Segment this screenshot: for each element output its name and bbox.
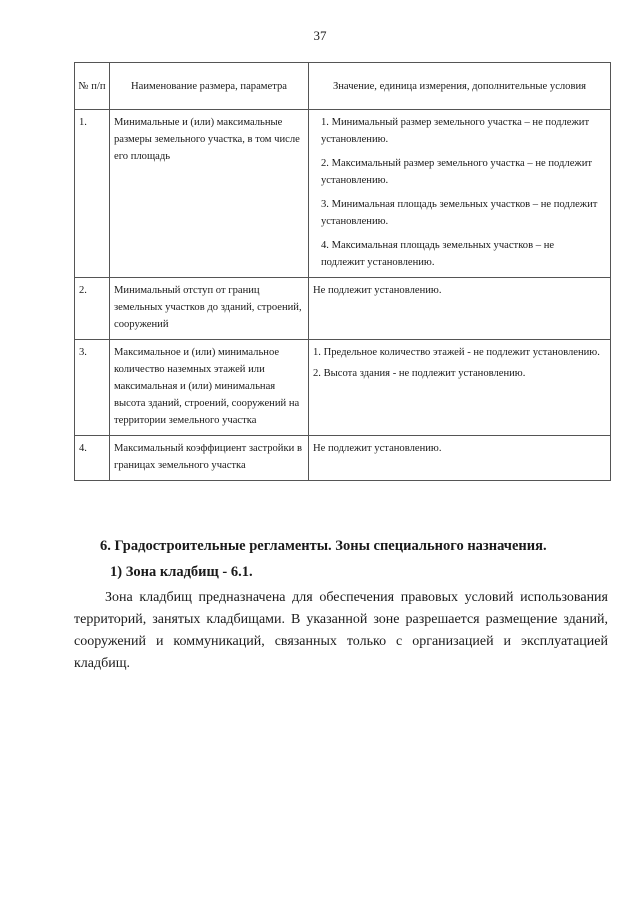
row-condition: 4. Максимальная площадь земельных участков – не подлежит установлению. — [321, 240, 555, 268]
header-name: Наименование размера, параметра — [110, 63, 309, 110]
row-condition: 1. Минимальный размер земельного участка – не подлежит установлению. — [321, 117, 590, 145]
row-name: Минимальные и (или) максимальные размеры земельного участка, в том числе его площадь — [110, 110, 309, 278]
row-condition: 1. Предельное количество этажей - не подлежит установлению. — [313, 347, 600, 358]
table-header-row — [75, 63, 611, 110]
row-condition: 2. Высота здания - не подлежит установлению. — [313, 368, 526, 379]
row-num: 2. — [75, 278, 110, 340]
header-num: № п/п — [75, 63, 110, 110]
row-num: 3. — [75, 340, 110, 436]
table-row — [75, 340, 611, 436]
row-condition: 3. Минимальная площадь земельных участков – не подлежит установлению. — [321, 199, 598, 227]
table-row — [75, 110, 611, 278]
row-condition: Не подлежит установлению. — [313, 443, 442, 454]
row-name: Максимальный коэффициент застройки в границах земельного участка — [110, 436, 309, 481]
row-value — [309, 278, 611, 340]
row-name: Минимальный отступ от границ земельных участков до зданий, строений, сооружений — [110, 278, 309, 340]
parameters-table — [74, 62, 611, 481]
row-num: 4. — [75, 436, 110, 481]
row-value — [309, 436, 611, 481]
section-heading: 6. Градостроительные регламенты. Зоны специального назначения. — [100, 538, 547, 554]
row-value — [309, 110, 611, 278]
section-paragraph: Зона кладбищ предназначена для обеспечения правовых условий использования территорий, занятых кладбищами. В указанной зоне разрешается размещение зданий, сооружений и коммуникаций, связанных только с организацией и эксплуатацией кладбищ. — [74, 590, 608, 671]
row-condition: Не подлежит установлению. — [313, 285, 442, 296]
header-value: Значение, единица измерения, дополнительные условия — [309, 63, 611, 110]
row-value — [309, 340, 611, 436]
table-row — [75, 436, 611, 481]
row-num: 1. — [75, 110, 110, 278]
section-subheading: 1) Зона кладбищ - 6.1. — [110, 564, 253, 580]
page-number: 37 — [313, 28, 327, 43]
row-condition: 2. Максимальный размер земельного участка – не подлежит установлению. — [321, 158, 593, 186]
table-row — [75, 278, 611, 340]
row-name: Максимальное и (или) минимальное количество наземных этажей или максимальная и (или) минимальная высота зданий, строений, сооружений на территории земельного участка — [110, 340, 309, 436]
